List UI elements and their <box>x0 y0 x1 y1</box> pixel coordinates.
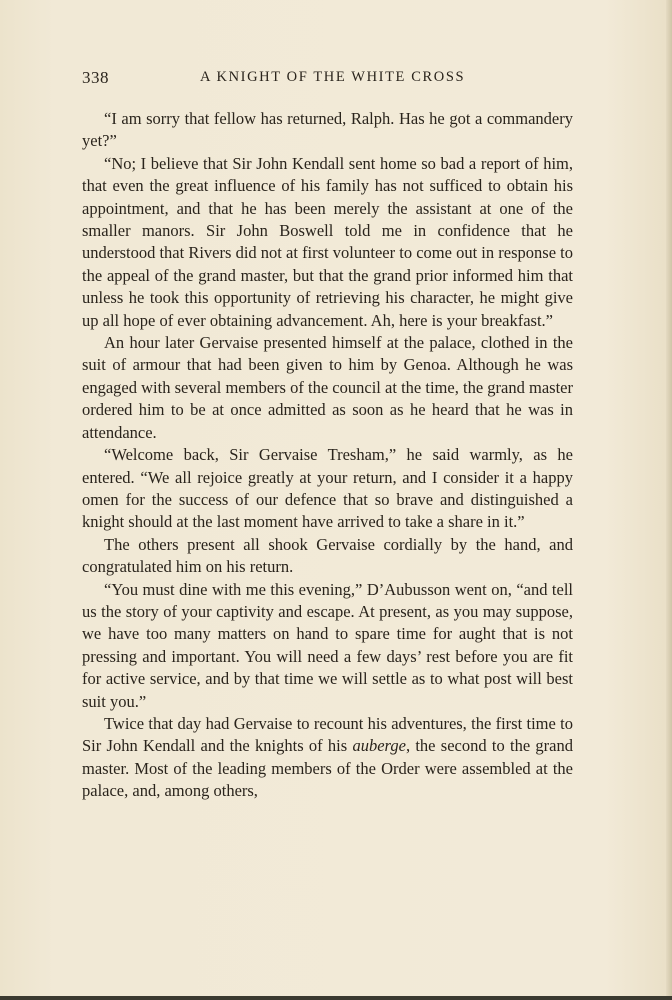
paragraph-text: , the second to the grand master. Most of the leading members of the Order were assembled at the palace, and, among others, <box>82 736 573 801</box>
body-text <box>82 108 573 803</box>
paragraph: “Welcome back, Sir Gervaise Tresham,” he said warmly, as he entered. “We all rejoice greatly at your return, and I consider it a happy omen for the success of our defence that so brave and distinguished a knight should at the last moment have arrived to take a share in it.” <box>82 445 573 532</box>
italic-word: auberge <box>352 736 406 756</box>
paragraph <box>82 713 573 803</box>
page-header <box>82 68 590 92</box>
paragraph: “You must dine with me this evening,” D’Aubusson went on, “and tell us the story of your captivity and escape. At present, as you may suppose, we have too many matters on hand to spare time for aught that is not pressing and important. You will need a few days’ rest before you are fit for active service, and by that time we will settle as to what post will best suit you.” <box>82 579 573 711</box>
page-number: 338 <box>82 68 109 87</box>
running-head: A KNIGHT OF THE WHITE CROSS <box>200 69 466 85</box>
paragraph: “I am sorry that fellow has returned, Ralph. Has he got a commandery yet?” <box>82 109 573 151</box>
paragraph: “No; I believe that Sir John Kendall sent home so bad a report of him, that even the great influence of his family has not sufficed to obtain his appointment, and that he has been merely the assistant at one of the smaller manors. Sir John Boswell told me in confidence that he understood that Rivers did not at first volunteer to come out in response to the appeal of the grand master, but that the grand prior informed him that unless he took this opportunity of retrieving his character, he might give up all hope of ever obtaining advancement. Ah, here is your breakfast.” <box>82 153 573 330</box>
paragraph: An hour later Gervaise presented himself at the palace, clothed in the suit of armour that had been given to him by Genoa. Although he was engaged with several members of the council at the time, the grand master ordered him to be at once admitted as soon as he heard that he was in attendance. <box>82 333 573 442</box>
paragraph-text: Twice that day had Gervaise to recount his adventures, the first time to Sir John Kendall and the knights of his <box>82 713 573 756</box>
page-bottom-edge <box>0 996 672 1000</box>
paragraph: The others present all shook Gervaise cordially by the hand, and congratulated him on his return. <box>82 534 573 577</box>
page-edge <box>666 0 672 1000</box>
